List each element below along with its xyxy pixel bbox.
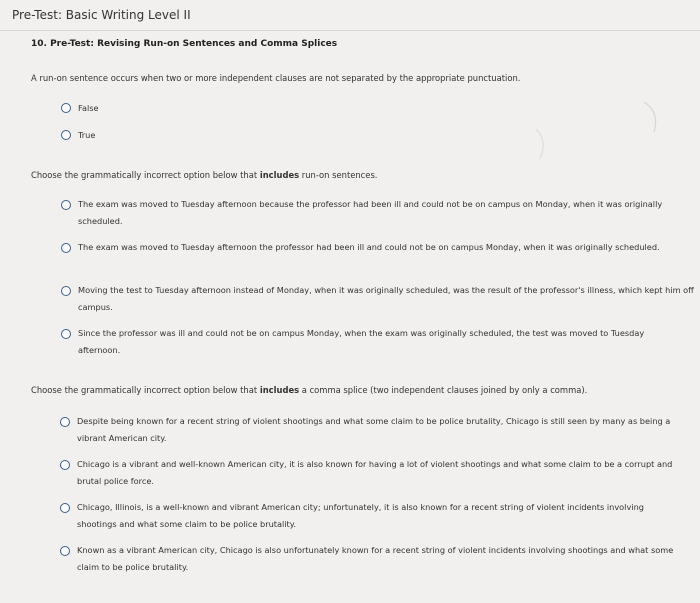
part2-option-1[interactable] <box>61 200 681 230</box>
option-label: Known as a vibrant American city, Chicago is also unfortunately known for a recent string of violent incidents involving shootings and what some claim to be police brutality. <box>77 545 674 572</box>
option-label: Since the professor was ill and could not be on campus Monday, when the exam was originally scheduled, the test was moved to Tuesday afternoon. <box>78 328 645 355</box>
option-label: Chicago, Illinois, is a well-known and vibrant American city; unfortunately, it is also known for a recent string of violent incidents involving shootings and what some claim to be police brutality. <box>77 502 644 529</box>
radio-button[interactable] <box>60 546 70 556</box>
option-label: True <box>78 130 96 140</box>
part3-option-4[interactable] <box>60 546 690 576</box>
radio-button[interactable] <box>61 329 71 339</box>
option-label: The exam was moved to Tuesday afternoon the professor had been ill and could not be on campus Monday, when it was originally scheduled. <box>78 242 660 252</box>
decorative-curve <box>640 98 670 138</box>
part1-prompt: A run-on sentence occurs when two or more independent clauses are not separated by the appropriate punctuation. <box>31 73 521 83</box>
option-label: Moving the test to Tuesday afternoon instead of Monday, when it was originally scheduled, was the result of the professor's illness, which kept him off campus. <box>78 285 694 312</box>
option-label: Chicago is a vibrant and well-known American city, it is also known for having a lot of violent shootings and what some claim to be a corrupt and brutal police force. <box>77 459 673 486</box>
radio-button[interactable] <box>61 130 71 140</box>
decorative-curve <box>530 125 560 165</box>
part3-option-1[interactable] <box>60 417 695 447</box>
part3-option-3[interactable] <box>60 503 670 533</box>
part3-prompt: Choose the grammatically incorrect option below that includes a comma splice (two independent clauses joined by only a comma). <box>31 385 588 395</box>
part2-prompt: Choose the grammatically incorrect option below that includes run-on sentences. <box>31 170 378 180</box>
part1-option-true[interactable] <box>61 130 95 141</box>
part2-option-2[interactable] <box>61 243 671 256</box>
part2-option-3[interactable] <box>61 286 699 316</box>
radio-button[interactable] <box>61 103 71 113</box>
radio-button[interactable] <box>60 460 70 470</box>
radio-button[interactable] <box>61 243 71 253</box>
page-title: Pre-Test: Basic Writing Level II <box>12 8 191 22</box>
title-bar <box>0 0 700 31</box>
radio-button[interactable] <box>61 286 71 296</box>
radio-button[interactable] <box>60 503 70 513</box>
question-title: 10. Pre-Test: Revising Run-on Sentences and Comma Splices <box>31 39 338 49</box>
radio-button[interactable] <box>60 417 70 427</box>
part3-option-2[interactable] <box>60 460 685 490</box>
part1-option-false[interactable] <box>61 103 99 114</box>
option-label: The exam was moved to Tuesday afternoon because the professor had been ill and could not be on campus on Monday, when it was originally scheduled. <box>78 199 663 226</box>
option-label: Despite being known for a recent string of violent shootings and what some claim to be police brutality, Chicago is still seen by many as being a vibrant American city. <box>77 416 671 443</box>
part2-option-4[interactable] <box>61 329 681 359</box>
option-label: False <box>78 103 99 113</box>
radio-button[interactable] <box>61 200 71 210</box>
